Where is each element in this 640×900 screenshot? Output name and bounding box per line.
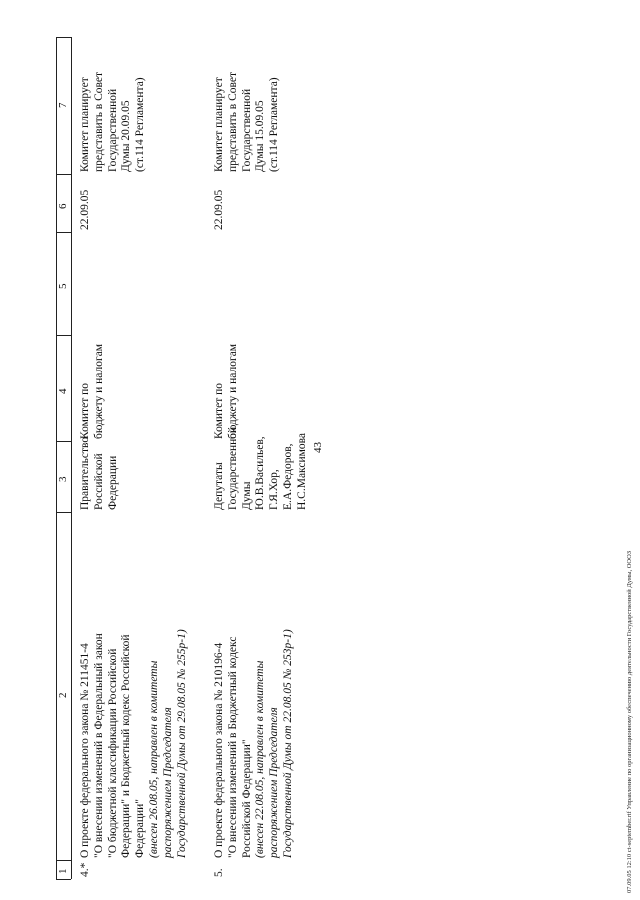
comment-line: Государственной <box>240 88 253 172</box>
comment-line: Думы 20.09.05 <box>120 100 133 172</box>
author-line: Российской <box>92 453 105 510</box>
description-line: Российской Федерации" <box>240 739 253 858</box>
comment-line: (ст.114 Регламента) <box>134 77 147 172</box>
row-number: 5. <box>213 868 225 877</box>
header-col-1: 1 <box>57 868 69 874</box>
committee-line: Комитет по <box>213 383 225 439</box>
comment-line: (ст.114 Регламента) <box>268 77 281 172</box>
description-line: "О внесении изменений в Федеральный закон <box>92 633 105 858</box>
row-description <box>79 629 189 858</box>
row-author <box>79 437 120 510</box>
header-col-7: 7 <box>57 102 69 108</box>
comment-line: Думы 15.09.05 <box>254 100 267 172</box>
author-line: Г.Я.Хор, <box>268 469 281 510</box>
col-divider-6-7 <box>56 174 71 175</box>
date-value: 22.09.05 <box>213 189 225 230</box>
col-divider-1-2 <box>56 860 71 861</box>
description-line: "О бюджетной классификации Российской <box>106 648 119 858</box>
row-date <box>213 190 227 230</box>
note-line: распоряжением Председателя <box>268 707 281 858</box>
author-line: Ю.В.Васильев, <box>254 436 267 510</box>
header-col-4: 4 <box>57 388 69 394</box>
note-line: распоряжением Председателя <box>161 707 174 858</box>
author-line: Е.А.Федоров, <box>281 443 294 510</box>
committee-line: бюджету и налогам <box>92 343 105 439</box>
author-line: Правительство <box>79 436 91 510</box>
row-comment <box>79 72 148 172</box>
table-left-border <box>56 37 57 879</box>
row-number: 4.* <box>79 862 91 877</box>
comment-line: Комитет планирует <box>79 77 91 172</box>
row-committee <box>213 344 241 439</box>
table-bottom-border <box>56 879 71 880</box>
col-divider-4-5 <box>56 335 71 336</box>
note-line: Государственной Думы от 29.08.05 № 255р-1) <box>175 629 188 858</box>
row-author <box>213 427 310 510</box>
description-line: О проекте федерального закона № 211451-4 <box>79 643 91 858</box>
committee-line: Комитет по <box>79 383 91 439</box>
description-line: О проекте федерального закона № 210196-4 <box>213 642 225 858</box>
col-divider-3-4 <box>56 441 71 442</box>
row-date <box>79 190 93 230</box>
note-line: Государственной Думы от 22.08.05 № 253р-1) <box>281 629 294 858</box>
committee-line: бюджету и налогам <box>226 343 239 439</box>
description-line: Федерации" <box>134 798 147 858</box>
header-row-divider <box>71 37 72 879</box>
author-line: Н.С.Максимова <box>295 432 308 510</box>
description-line: Федерации" и Бюджетный кодекс Российской <box>120 634 133 858</box>
comment-line: Комитет планирует <box>213 77 225 172</box>
table-top-border <box>56 37 71 38</box>
date-value: 22.09.05 <box>79 189 91 230</box>
comment-line: Государственной <box>106 88 119 172</box>
header-col-3: 3 <box>57 476 69 482</box>
footer-text: 07.09.05 12:10 ct-september.rtf Управление по организационному обеспечению деятельности Государственной Думы, ОООЗ <box>626 550 633 893</box>
comment-line: представить в Совет <box>92 71 105 172</box>
author-line: Федерации <box>106 455 119 510</box>
note-line: (внесен 26.08.05, направлен в комитеты <box>147 660 160 858</box>
header-col-2: 2 <box>57 692 69 698</box>
header-col-5: 5 <box>57 283 69 289</box>
row-comment <box>213 72 282 172</box>
col-divider-2-3 <box>56 512 71 513</box>
row-description <box>213 629 296 858</box>
note-line: (внесен 22.08.05, направлен в комитеты <box>254 660 267 858</box>
author-line: Государственной <box>226 426 239 510</box>
description-line: "О внесении изменений в Бюджетный кодекс <box>226 636 239 858</box>
col-divider-5-6 <box>56 232 71 233</box>
header-col-6: 6 <box>57 203 69 209</box>
author-line: Депутаты <box>213 462 225 510</box>
author-line: Думы <box>240 481 253 510</box>
page-number: 43 <box>312 442 324 453</box>
row-committee <box>79 344 107 439</box>
comment-line: представить в Совет <box>226 71 239 172</box>
